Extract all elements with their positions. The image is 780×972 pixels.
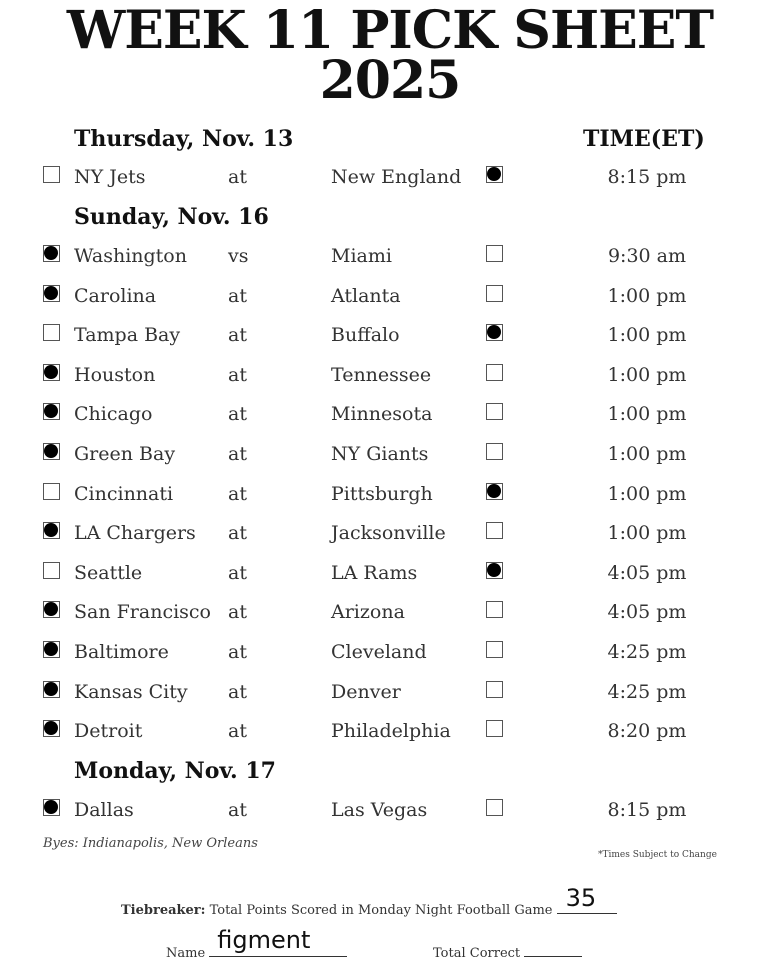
- matchup-separator: at: [228, 720, 247, 743]
- away-pick-checkbox[interactable]: [43, 720, 60, 737]
- tiebreaker-value: 35: [565, 884, 597, 912]
- away-team: Tampa Bay: [74, 324, 181, 347]
- game-time: 1:00 pm: [607, 482, 687, 505]
- game-time: 1:00 pm: [607, 522, 687, 545]
- away-pick-checkbox[interactable]: [43, 601, 60, 618]
- home-pick-checkbox[interactable]: [486, 364, 503, 381]
- away-team: Cincinnati: [74, 482, 174, 505]
- home-pick-checkbox[interactable]: [486, 245, 503, 262]
- game-row: [0, 518, 780, 548]
- away-team: Carolina: [74, 284, 157, 307]
- game-time: 1:00 pm: [607, 403, 687, 426]
- title-line-1: WEEK 11 PICK SHEET: [66, 0, 714, 61]
- away-team: Houston: [74, 363, 156, 386]
- away-team: Green Bay: [74, 443, 176, 465]
- day-heading: Sunday, Nov. 16: [74, 204, 269, 230]
- name-value: figment: [217, 926, 311, 954]
- home-team: Miami: [331, 245, 392, 267]
- home-team: Arizona: [331, 601, 405, 624]
- tiebreaker-line: [121, 884, 617, 918]
- matchup-separator: at: [228, 363, 247, 386]
- away-pick-checkbox[interactable]: [43, 403, 60, 420]
- home-team: Denver: [331, 680, 401, 703]
- game-time: 1:00 pm: [607, 284, 687, 307]
- home-team: Atlanta: [331, 284, 401, 307]
- game-time: 8:15 pm: [607, 799, 687, 821]
- home-pick-checkbox[interactable]: [486, 641, 503, 658]
- home-pick-checkbox[interactable]: [486, 522, 503, 539]
- home-pick-checkbox[interactable]: [486, 443, 503, 460]
- away-team: Kansas City: [74, 680, 188, 703]
- game-row: [0, 439, 780, 469]
- home-pick-checkbox[interactable]: [486, 166, 503, 183]
- away-pick-checkbox[interactable]: [43, 799, 60, 816]
- game-row: [0, 399, 780, 429]
- matchup-separator: at: [228, 561, 247, 584]
- away-pick-checkbox[interactable]: [43, 483, 60, 500]
- total-correct-label: Total Correct: [433, 946, 521, 961]
- away-team: Washington: [74, 245, 187, 267]
- game-row: [0, 677, 780, 707]
- game-time: 4:05 pm: [607, 601, 687, 624]
- home-team: LA Rams: [331, 561, 418, 584]
- away-team: Dallas: [74, 799, 134, 821]
- game-row: [0, 716, 780, 746]
- away-team: LA Chargers: [74, 522, 196, 545]
- home-team: Pittsburgh: [331, 482, 433, 505]
- away-pick-checkbox[interactable]: [43, 364, 60, 381]
- away-team: Seattle: [74, 561, 143, 584]
- home-pick-checkbox[interactable]: [486, 601, 503, 618]
- name-line: [166, 926, 347, 961]
- game-row: [0, 281, 780, 311]
- game-row: [0, 597, 780, 627]
- home-pick-checkbox[interactable]: [486, 483, 503, 500]
- matchup-separator: at: [228, 403, 247, 426]
- matchup-separator: at: [228, 601, 247, 624]
- game-time: 8:15 pm: [607, 166, 687, 188]
- game-row: [0, 241, 780, 271]
- matchup-separator: at: [228, 284, 247, 307]
- home-team: New England: [331, 166, 462, 188]
- tiebreaker-label: Tiebreaker:: [121, 903, 206, 918]
- game-time: 4:25 pm: [607, 680, 687, 703]
- times-note: *Times Subject to Change: [598, 850, 717, 860]
- away-pick-checkbox[interactable]: [43, 641, 60, 658]
- game-time: 1:00 pm: [607, 363, 687, 386]
- away-team: San Francisco: [74, 601, 211, 624]
- game-row: [0, 360, 780, 390]
- home-team: Philadelphia: [331, 720, 451, 743]
- away-team: Baltimore: [74, 641, 169, 663]
- home-pick-checkbox[interactable]: [486, 403, 503, 420]
- day-heading: Thursday, Nov. 13: [74, 126, 294, 152]
- home-pick-checkbox[interactable]: [486, 285, 503, 302]
- home-pick-checkbox[interactable]: [486, 324, 503, 341]
- title-line-2: 2025: [319, 50, 461, 111]
- time-column-header: TIME(ET): [583, 126, 705, 152]
- home-team: Las Vegas: [331, 799, 428, 821]
- away-team: Detroit: [74, 720, 143, 743]
- home-team: Tennessee: [331, 363, 432, 386]
- name-label: Name: [166, 946, 206, 961]
- matchup-separator: at: [228, 680, 247, 703]
- total-correct-line: [433, 944, 582, 961]
- matchup-separator: at: [228, 166, 247, 188]
- game-row: [0, 162, 780, 192]
- game-time: 9:30 am: [607, 245, 687, 267]
- game-row: [0, 558, 780, 588]
- home-pick-checkbox[interactable]: [486, 799, 503, 816]
- game-row: [0, 637, 780, 667]
- away-pick-checkbox[interactable]: [43, 166, 60, 183]
- home-pick-checkbox[interactable]: [486, 720, 503, 737]
- game-time: 1:00 pm: [607, 324, 687, 347]
- game-time: 4:25 pm: [607, 641, 687, 663]
- game-time: 4:05 pm: [607, 561, 687, 584]
- matchup-separator: at: [228, 641, 247, 663]
- name-field[interactable]: [209, 926, 347, 957]
- matchup-separator: at: [228, 522, 247, 545]
- day-heading: Monday, Nov. 17: [74, 758, 276, 784]
- game-row: [0, 479, 780, 509]
- away-pick-checkbox[interactable]: [43, 681, 60, 698]
- away-pick-checkbox[interactable]: [43, 245, 60, 262]
- home-pick-checkbox[interactable]: [486, 681, 503, 698]
- away-pick-checkbox[interactable]: [43, 522, 60, 539]
- byes-note: Byes: Indianapolis, New Orleans: [43, 836, 258, 851]
- home-team: NY Giants: [331, 443, 429, 465]
- away-team: Chicago: [74, 403, 153, 426]
- tiebreaker-text: Total Points Scored in Monday Night Football Game: [209, 903, 553, 918]
- tiebreaker-field[interactable]: [557, 884, 617, 914]
- matchup-separator: at: [228, 482, 247, 505]
- matchup-separator: at: [228, 799, 247, 821]
- away-pick-checkbox[interactable]: [43, 285, 60, 302]
- home-team: Cleveland: [331, 641, 427, 663]
- total-correct-field[interactable]: [524, 944, 582, 957]
- away-pick-checkbox[interactable]: [43, 324, 60, 341]
- game-row: [0, 320, 780, 350]
- home-pick-checkbox[interactable]: [486, 562, 503, 579]
- pick-sheet-title: [0, 0, 780, 111]
- game-time: 8:20 pm: [607, 720, 687, 743]
- away-team: NY Jets: [74, 166, 146, 188]
- away-pick-checkbox[interactable]: [43, 562, 60, 579]
- matchup-separator: at: [228, 324, 247, 347]
- game-time: 1:00 pm: [607, 443, 687, 465]
- away-pick-checkbox[interactable]: [43, 443, 60, 460]
- home-team: Buffalo: [331, 324, 400, 347]
- game-row: [0, 795, 780, 825]
- matchup-separator: at: [228, 443, 247, 465]
- home-team: Jacksonville: [331, 522, 446, 545]
- matchup-separator: vs: [228, 245, 249, 267]
- home-team: Minnesota: [331, 403, 433, 426]
